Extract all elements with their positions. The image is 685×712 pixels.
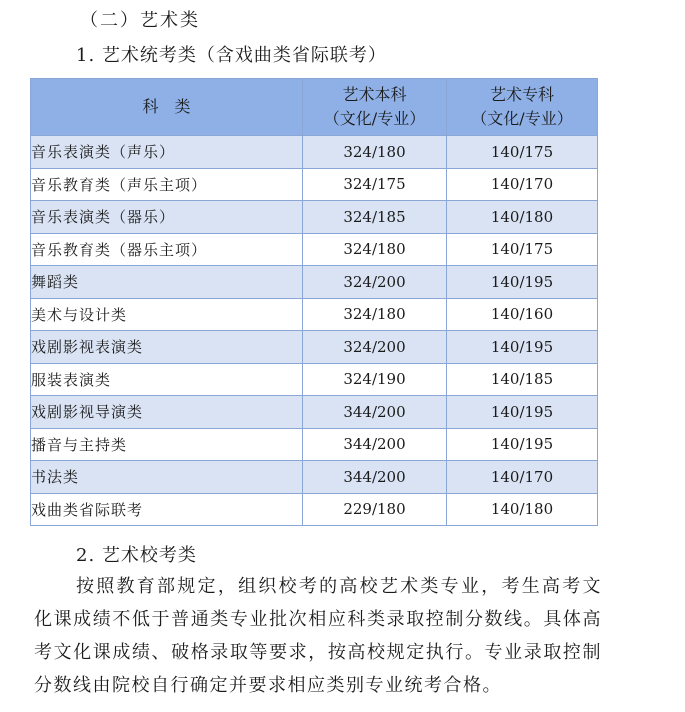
row-associate-score: 140/170: [447, 461, 598, 494]
row-bachelor-score: 344/200: [303, 428, 447, 461]
header-category-label: 科 类: [142, 97, 191, 116]
row-associate-score: 140/195: [447, 331, 598, 364]
row-category: 音乐教育类（器乐主项）: [31, 233, 303, 266]
row-bachelor-score: 324/190: [303, 363, 447, 396]
header-bachelor-line2: （文化/专业）: [323, 109, 426, 128]
table-row: [31, 168, 598, 201]
row-category: 戏剧影视表演类: [31, 331, 303, 364]
header-category: [31, 79, 303, 136]
row-bachelor-score: 324/180: [303, 136, 447, 169]
table-row: [31, 396, 598, 429]
table-row: [31, 298, 598, 331]
row-bachelor-score: 324/185: [303, 201, 447, 234]
section-heading: （二）艺术类: [80, 10, 200, 31]
row-category: 音乐表演类（声乐）: [31, 136, 303, 169]
row-associate-score: 140/160: [447, 298, 598, 331]
row-bachelor-score: 324/175: [303, 168, 447, 201]
row-category: 书法类: [31, 461, 303, 494]
table-header-row: [31, 79, 598, 136]
row-associate-score: 140/185: [447, 363, 598, 396]
table-row: [31, 493, 598, 526]
row-associate-score: 140/180: [447, 201, 598, 234]
subsection-title-unified-exam: 1. 艺术统考类（含戏曲类省际联考）: [76, 45, 387, 66]
row-bachelor-score: 324/180: [303, 298, 447, 331]
table-row: [31, 136, 598, 169]
row-category: 戏剧影视导演类: [31, 396, 303, 429]
table-row: [31, 233, 598, 266]
row-associate-score: 140/175: [447, 136, 598, 169]
table-row: [31, 331, 598, 364]
row-bachelor-score: 324/200: [303, 266, 447, 299]
row-associate-score: 140/195: [447, 428, 598, 461]
row-category: 音乐教育类（声乐主项）: [31, 168, 303, 201]
subsection-title-school-exam: 2. 艺术校考类: [76, 545, 197, 566]
table-row: [31, 266, 598, 299]
header-bachelor: [303, 79, 447, 136]
header-associate-line1: 艺术专科: [489, 85, 554, 104]
row-associate-score: 140/175: [447, 233, 598, 266]
row-category: 服装表演类: [31, 363, 303, 396]
row-bachelor-score: 344/200: [303, 396, 447, 429]
header-bachelor-line1: 艺术本科: [342, 85, 407, 104]
row-category: 戏曲类省际联考: [31, 493, 303, 526]
body-paragraph: 按照教育部规定，组织校考的高校艺术类专业，考生高考文化课成绩不低于普通类专业批次相应科类录取控制分数线。具体高考文化课成绩、破格录取等要求，按高校规定执行。专业录取控制分数线由院校自行确定并要求相应类别专业统考合格。: [34, 576, 602, 696]
row-category: 舞蹈类: [31, 266, 303, 299]
row-bachelor-score: 229/180: [303, 493, 447, 526]
row-bachelor-score: 324/200: [303, 331, 447, 364]
row-associate-score: 140/195: [447, 266, 598, 299]
table-row: [31, 428, 598, 461]
row-associate-score: 140/195: [447, 396, 598, 429]
row-category: 播音与主持类: [31, 428, 303, 461]
header-associate: [447, 79, 598, 136]
row-category: 音乐表演类（器乐）: [31, 201, 303, 234]
row-bachelor-score: 324/180: [303, 233, 447, 266]
score-table: [30, 78, 598, 526]
table-row: [31, 363, 598, 396]
header-associate-line2: （文化/专业）: [471, 109, 573, 128]
row-category: 美术与设计类: [31, 298, 303, 331]
row-associate-score: 140/180: [447, 493, 598, 526]
table-row: [31, 461, 598, 494]
row-associate-score: 140/170: [447, 168, 598, 201]
table-row: [31, 201, 598, 234]
row-bachelor-score: 344/200: [303, 461, 447, 494]
